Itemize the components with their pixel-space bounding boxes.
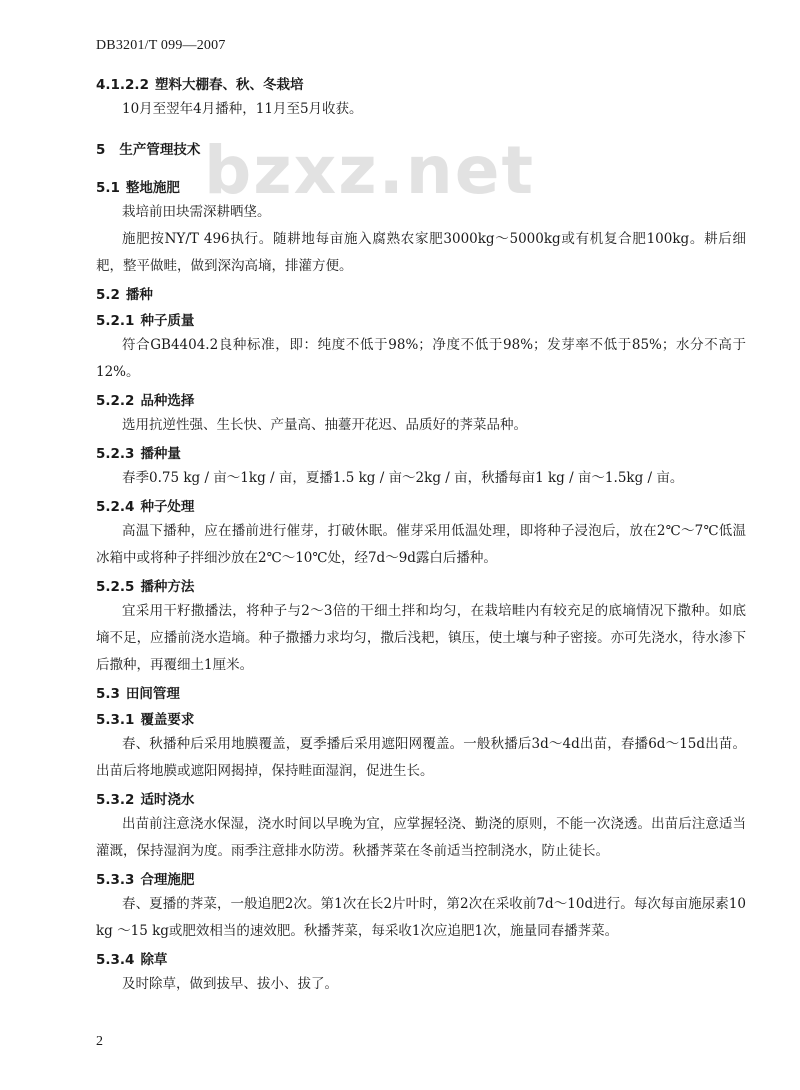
heading-number: 4.1.2.2 xyxy=(96,77,149,93)
standard-code-header: DB3201/T 099—2007 xyxy=(96,38,226,53)
paragraph: 春、秋播种后采用地膜覆盖，夏季播后采用遮阳网覆盖。一般秋播后3d～4d出苗，春播6d～15d出苗。出苗后将地膜或遮阳网揭掉，保持畦面湿润，促进生长。 xyxy=(96,736,746,779)
heading-5 xyxy=(96,139,746,161)
heading-number: 5 xyxy=(96,142,106,158)
heading-title: 除草 xyxy=(140,952,168,968)
paragraph: 10月至翌年4月播种，11月至5月收获。 xyxy=(122,101,363,117)
heading-5-2-3 xyxy=(96,443,746,465)
heading-5-2-1 xyxy=(96,310,746,332)
paragraph: 及时除草，做到拔早、拔小、拔了。 xyxy=(122,976,338,992)
heading-5-2-4 xyxy=(96,496,746,518)
heading-number: 5.3.2 xyxy=(96,792,135,808)
paragraph: 栽培前田块需深耕晒垡。 xyxy=(122,204,271,220)
paragraph: 施肥按NY/T 496执行。随耕地每亩施入腐熟农家肥3000kg～5000kg或有机复合肥100kg。耕后细耙，整平做畦，做到深沟高墒，排灌方便。 xyxy=(96,231,746,274)
heading-number: 5.3 xyxy=(96,686,120,702)
paragraph: 春、夏播的荠菜，一般追肥2次。第1次在长2片叶时，第2次在采收前7d～10d进行。每次每亩施尿素10 kg ～15 kg或肥效相当的速效肥。秋播荠菜，每采收1次应追肥1次，施量同春播荠菜。 xyxy=(96,896,746,939)
watermark: bzxz.net xyxy=(204,132,536,209)
heading-title: 播种量 xyxy=(140,446,181,462)
heading-number: 5.3.4 xyxy=(96,952,135,968)
paragraph: 春季0.75 kg / 亩～1kg / 亩，夏播1.5 kg / 亩～2kg / 亩，秋播每亩1 kg / 亩～1.5kg / 亩。 xyxy=(122,470,684,486)
heading-number: 5.2.2 xyxy=(96,393,135,409)
heading-5-2 xyxy=(96,284,746,306)
heading-title: 塑料大棚春、秋、冬栽培 xyxy=(154,77,304,93)
paragraph: 高温下播种，应在播前进行催芽，打破休眠。催芽采用低温处理，即将种子浸泡后，放在2℃～7℃低温冰箱中或将种子拌细沙放在2℃～10℃处，经7d～9d露白后播种。 xyxy=(96,523,746,566)
heading-title: 种子质量 xyxy=(140,313,195,329)
heading-5-3-1 xyxy=(96,709,746,731)
heading-5-2-5 xyxy=(96,576,746,598)
heading-4-1-2-2 xyxy=(96,74,746,96)
heading-5-3-4 xyxy=(96,949,746,971)
heading-title: 整地施肥 xyxy=(125,180,180,196)
paragraph: 出苗前注意浇水保湿，浇水时间以早晚为宜，应掌握轻浇、勤浇的原则，不能一次浇透。出苗后注意适当灌溉，保持湿润为度。雨季注意排水防涝。秋播荠菜在冬前适当控制浇水，防止徒长。 xyxy=(96,816,746,859)
heading-title: 生产管理技术 xyxy=(119,142,201,158)
heading-number: 5.3.3 xyxy=(96,872,135,888)
paragraph: 符合GB4404.2良种标准，即：纯度不低于98%；净度不低于98%；发芽率不低于85%；水分不高于12%。 xyxy=(96,337,746,380)
document-body xyxy=(96,74,746,998)
heading-title: 品种选择 xyxy=(140,393,195,409)
heading-5-1 xyxy=(96,177,746,199)
paragraph: 宜采用干籽撒播法，将种子与2～3倍的干细土拌和均匀，在栽培畦内有较充足的底墒情况下撒种。如底墒不足，应播前浇水造墒。种子撒播力求均匀，撒后浅耙，镇压，使土壤与种子密接。亦可先浇水，待水渗下后撒种，再覆细土1厘米。 xyxy=(96,603,746,673)
heading-number: 5.2.5 xyxy=(96,579,135,595)
heading-title: 覆盖要求 xyxy=(140,712,195,728)
heading-number: 5.2.3 xyxy=(96,446,135,462)
heading-5-2-2 xyxy=(96,390,746,412)
heading-5-3-2 xyxy=(96,789,746,811)
heading-number: 5.3.1 xyxy=(96,712,135,728)
heading-title: 合理施肥 xyxy=(140,872,195,888)
heading-title: 适时浇水 xyxy=(140,792,195,808)
heading-title: 播种 xyxy=(125,287,153,303)
heading-5-3-3 xyxy=(96,869,746,891)
heading-title: 播种方法 xyxy=(140,579,195,595)
heading-number: 5.2.4 xyxy=(96,499,135,515)
heading-5-3 xyxy=(96,683,746,705)
heading-title: 种子处理 xyxy=(140,499,195,515)
heading-title: 田间管理 xyxy=(125,686,180,702)
paragraph: 选用抗逆性强、生长快、产量高、抽薹开花迟、品质好的荠菜品种。 xyxy=(122,417,527,433)
heading-number: 5.1 xyxy=(96,180,120,196)
heading-number: 5.2 xyxy=(96,287,120,303)
page-number: 2 xyxy=(96,1034,103,1049)
heading-number: 5.2.1 xyxy=(96,313,135,329)
